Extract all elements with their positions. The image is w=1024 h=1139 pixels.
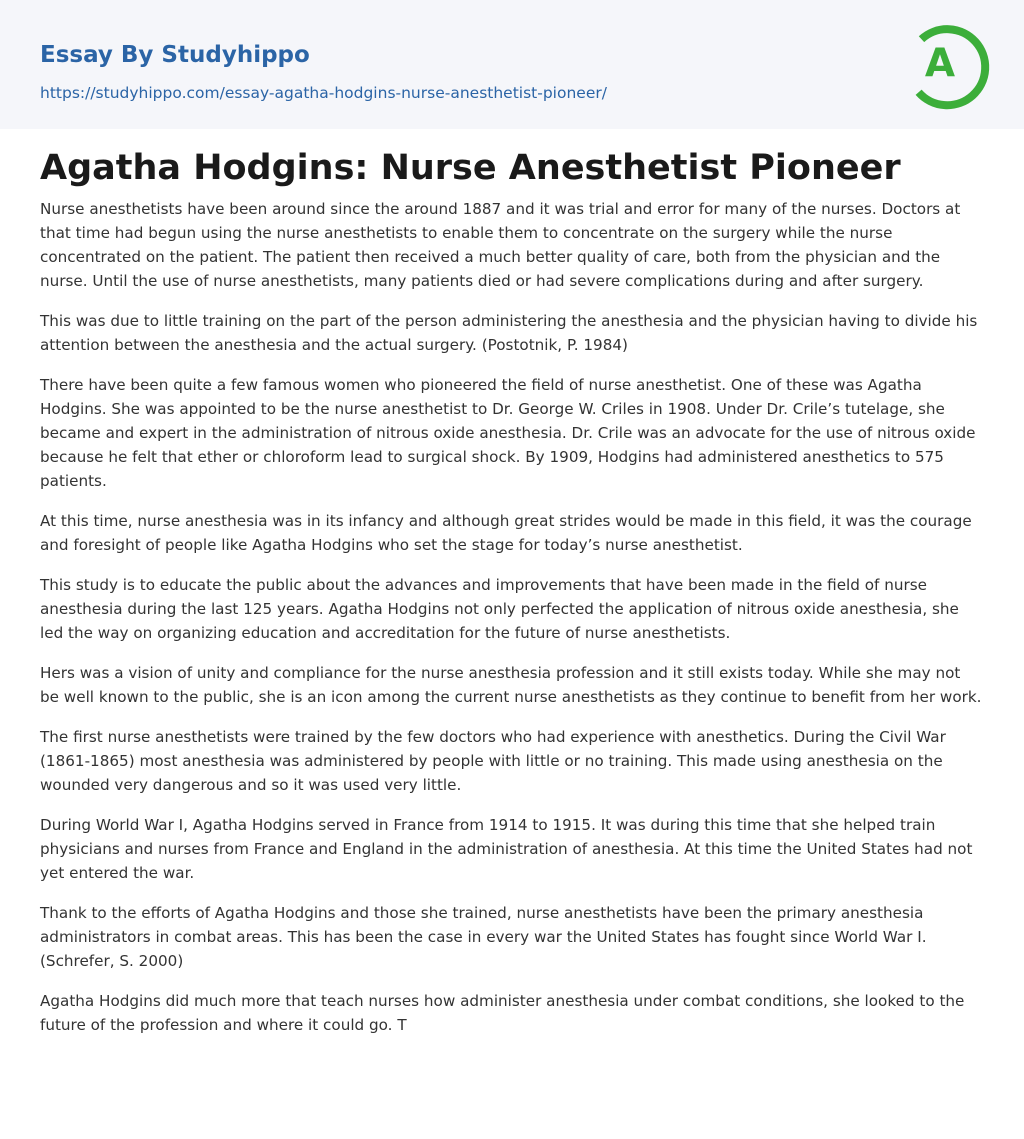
essay-title: Agatha Hodgins: Nurse Anesthetist Pioneer [40, 148, 901, 188]
essay-paragraph: The first nurse anesthetists were trained by the few doctors who had experience with anesthetics. During the Civil War (1861-1865) most anesthesia was administered by people with little or no training. This made using anesthesia on the wounded very dangerous and so it was used very little. [40, 728, 946, 794]
essay-content [40, 144, 984, 1053]
logo-letter: A [924, 41, 956, 86]
site-brand[interactable]: Essay By Studyhippo [40, 42, 310, 68]
studyhippo-logo-icon[interactable] [898, 18, 990, 110]
essay-paragraph: At this time, nurse anesthesia was in its infancy and although great strides would be made in this field, it was the courage and foresight of people like Agatha Hodgins who set the stage for today’s nurse anesthetist. [40, 512, 972, 554]
essay-paragraph: There have been quite a few famous women who pioneered the field of nurse anesthetist. One of these was Agatha Hodgins. She was appointed to be the nurse anesthetist to Dr. George W. Criles in 1908. Under Dr. Crile’s tutelage, she became and expert in the administration of nitrous oxide anesthesia. Dr. Crile was an advocate for the use of nitrous oxide because he felt that ether or chloroform lead to surgical shock. By 1909, Hodgins had administered anesthetics to 575 patients. [40, 376, 976, 490]
essay-paragraph: This was due to little training on the part of the person administering the anesthesia and the physician having to divide his attention between the anesthesia and the actual surgery. (Postotnik, P. 1984) [40, 312, 978, 354]
essay-paragraph: Thank to the efforts of Agatha Hodgins and those she trained, nurse anesthetists have been the primary anesthesia administrators in combat areas. This has been the case in every war the United States has fought since World War I. (Schrefer, S. 2000) [40, 904, 927, 970]
site-header [0, 0, 1024, 129]
essay-paragraph: Nurse anesthetists have been around since the around 1887 and it was trial and error for many of the nurses. Doctors at that time had begun using the nurse anesthetists to enable them to concentrate on the surgery while the nurse concentrated on the patient. The patient then received a much better quality of care, both from the physician and the nurse. Until the use of nurse anesthetists, many patients died or had severe complications during and after surgery. [40, 200, 961, 290]
essay-url-link[interactable]: https://studyhippo.com/essay-agatha-hodgins-nurse-anesthetist-pioneer/ [40, 84, 607, 102]
essay-paragraph: During World War I, Agatha Hodgins served in France from 1914 to 1915. It was during this time that she helped train physicians and nurses from France and England in the administration of anesthesia. At this time the United States had not yet entered the war. [40, 816, 973, 882]
essay-paragraph: This study is to educate the public about the advances and improvements that have been made in the field of nurse anesthesia during the last 125 years. Agatha Hodgins not only perfected the application of nitrous oxide anesthesia, she led the way on organizing education and accreditation for the future of nurse anesthetists. [40, 576, 959, 642]
essay-paragraph: Agatha Hodgins did much more that teach nurses how administer anesthesia under combat conditions, she looked to the future of the profession and where it could go. T [40, 992, 965, 1034]
essay-paragraph: Hers was a vision of unity and compliance for the nurse anesthesia profession and it still exists today. While she may not be well known to the public, she is an icon among the current nurse anesthetists as they continue to benefit from her work. [40, 664, 982, 706]
